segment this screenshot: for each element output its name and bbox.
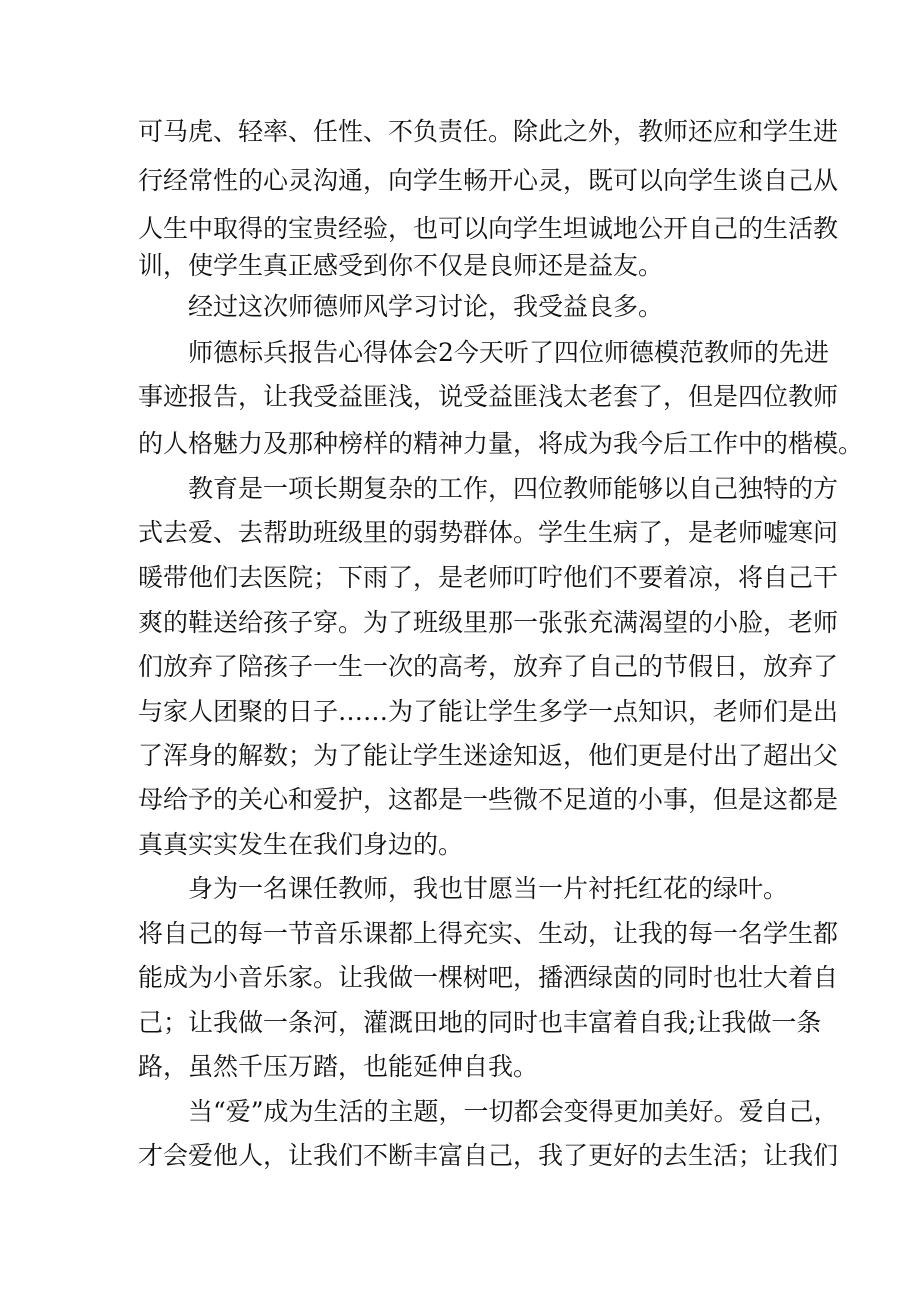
text-line: 才会爱他人，让我们不断丰富自己，我了更好的去生活；让我们 [138,1141,839,1170]
text-line: 路，虽然千压万踏，也能延伸自我。 [138,1052,539,1081]
text-line: 母给予的关心和爱护，这都是一些微不足道的小事，但是这都是 [138,785,839,814]
text-line: 爽的鞋送给孩子穿。为了班级里那一张张充满渴望的小脸，老师 [138,608,839,637]
text-line: 与家人团聚的日子……为了能让学生多学一点知识，老师们是出 [138,697,839,726]
text-line: 行经常性的心灵沟通，向学生畅开心灵，既可以向学生谈自己从 [138,166,839,195]
text-line: 事迹报告，让我受益匪浅，说受益匪浅太老套了，但是四位教师 [138,382,839,411]
text-line: 经过这次师德师风学习讨论，我受益良多。 [188,292,664,321]
text-line: 可马虎、轻率、任性、不负责任。除此之外，教师还应和学生进 [138,117,839,146]
text-line: 们放弃了陪孩子一生一次的高考，放弃了自己的节假日，放弃了 [138,652,839,681]
text-line: 将自己的每一节音乐课都上得充实、生动，让我的每一名学生都 [138,919,839,948]
text-line: 的人格魅力及那种榜样的精神力量，将成为我今后工作中的楷模。 [138,429,864,458]
text-line: 教育是一项长期复杂的工作，四位教师能够以自己独特的方 [188,474,839,503]
text-line: 身为一名课任教师，我也甘愿当一片衬托红花的绿叶。 [188,874,789,903]
text-line: 能成为小音乐家。让我做一棵树吧，播洒绿茵的同时也壮大着自 [138,963,839,992]
text-line: 人生中取得的宝贵经验，也可以向学生坦诚地公开自己的生活教 [138,214,839,243]
text-line: 了浑身的解数；为了能让学生迷途知返，他们更是付出了超出父 [138,741,839,770]
text-line: 师德标兵报告心得体会2今天听了四位师德模范教师的先进 [188,338,829,367]
text-line: 当“爱”成为生活的主题，一切都会变得更加美好。爱自己， [188,1097,839,1126]
text-line: 训，使学生真正感受到你不仅是良师还是益友。 [138,251,664,280]
text-line: 己；让我做一条河，灌溉田地的同时也丰富着自我;让我做一条 [138,1008,822,1037]
text-line: 真真实实发生在我们身边的。 [138,830,464,859]
text-line: 式去爱、去帮助班级里的弱势群体。学生生病了，是老师嘘寒问 [138,518,839,547]
text-line: 暖带他们去医院；下雨了，是老师叮咛他们不要着凉，将自己干 [138,563,839,592]
